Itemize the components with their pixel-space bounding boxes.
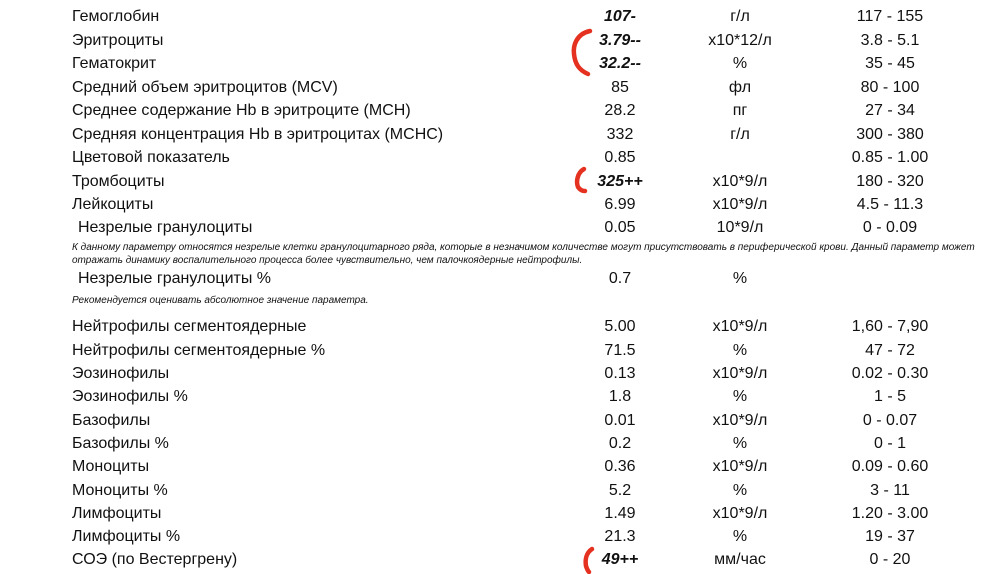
parameter-name: Моноциты [72, 458, 150, 475]
result-value-flagged: 49++ [601, 551, 639, 568]
result-value-flagged: 32.2-- [599, 55, 641, 72]
highlight-bracket-mark [572, 166, 588, 194]
unit: мм/час [714, 551, 766, 568]
parameter-name: Средняя концентрация Hb в эритроцитах (MCHC) [72, 126, 444, 143]
reference-range: 3.8 - 5.1 [860, 32, 920, 49]
parameter-name: Базофилы [72, 412, 151, 429]
result-value-flagged: 107- [603, 8, 637, 25]
unit: x10*9/л [712, 365, 768, 382]
parameter-name: Эозинофилы [72, 365, 170, 382]
reference-range: 0.85 - 1.00 [851, 149, 929, 166]
unit: x10*9/л [712, 412, 768, 429]
reference-range: 4.5 - 11.3 [856, 196, 924, 213]
parameter-name: Нейтрофилы сегментоядерные [72, 318, 307, 335]
result-row-hematocrit [0, 53, 1000, 75]
parameter-name: Моноциты % [72, 482, 168, 499]
reference-range: 0 - 20 [869, 551, 911, 568]
result-row-lymphocytes [0, 503, 1000, 525]
parameter-name: Средний объем эритроцитов (MCV) [72, 79, 338, 96]
unit: % [732, 55, 748, 72]
unit: фл [728, 79, 752, 96]
result-value: 5.2 [608, 482, 632, 499]
result-value: 71.5 [604, 342, 636, 359]
parameter-name: Эозинофилы % [72, 388, 188, 405]
result-row-platelets [0, 171, 1000, 193]
result-row-segmented-neutrophils [0, 316, 1000, 338]
parameter-name: Тромбоциты [72, 173, 165, 190]
parameter-name: Незрелые гранулоциты % [78, 270, 272, 287]
result-row-immature-granulocytes-pct [0, 268, 1000, 290]
reference-range: 0 - 1 [873, 435, 906, 452]
result-row-erythrocytes [0, 30, 1000, 52]
reference-range: 47 - 72 [865, 342, 915, 359]
immature-granulocytes-pct-note: Рекомендуется оценивать абсолютное значение параметра. [72, 295, 369, 306]
unit: % [732, 388, 748, 405]
result-value: 0.36 [604, 458, 636, 475]
result-value-flagged: 325++ [597, 173, 643, 190]
result-row-segmented-neutrophils-pct [0, 340, 1000, 362]
result-value: 0.05 [604, 219, 636, 236]
reference-range: 1,60 - 7,90 [851, 318, 929, 335]
result-row-immature-granulocytes [0, 217, 1000, 239]
result-value: 0.85 [604, 149, 636, 166]
parameter-name: Лимфоциты % [72, 528, 181, 545]
result-row-eosinophils [0, 363, 1000, 385]
unit: x10*12/л [708, 32, 772, 49]
parameter-name: СОЭ (по Вестергрену) [72, 551, 238, 568]
unit: x10*9/л [712, 196, 768, 213]
reference-range: 19 - 37 [865, 528, 915, 545]
reference-range: 35 - 45 [865, 55, 915, 72]
result-value: 21.3 [604, 528, 636, 545]
parameter-name: Эритроциты [72, 32, 164, 49]
reference-range: 0 - 0.09 [862, 219, 918, 236]
parameter-name: Лимфоциты [72, 505, 162, 522]
unit: % [732, 342, 748, 359]
reference-range: 1.20 - 3.00 [851, 505, 929, 522]
result-row-leukocytes [0, 194, 1000, 216]
unit: x10*9/л [712, 505, 768, 522]
result-value: 28.2 [604, 102, 636, 119]
result-row-monocytes [0, 456, 1000, 478]
unit: 10*9/л [716, 219, 764, 236]
result-value-flagged: 3.79-- [599, 32, 641, 49]
result-row-color-index [0, 147, 1000, 169]
unit: % [732, 528, 748, 545]
unit: пг [732, 102, 748, 119]
result-value: 0.13 [604, 365, 636, 382]
result-row-basophils-pct [0, 433, 1000, 455]
parameter-name: Базофилы % [72, 435, 169, 452]
result-row-esr [0, 549, 1000, 571]
reference-range: 27 - 34 [865, 102, 915, 119]
reference-range: 3 - 11 [870, 482, 910, 499]
result-value: 0.2 [608, 435, 632, 452]
parameter-name: Гематокрит [72, 55, 157, 72]
result-value: 0.7 [608, 270, 632, 287]
result-row-mcv [0, 77, 1000, 99]
immature-granulocytes-note: К данному параметру относятся незрелые клетки гранулоцитарного ряда, которые в незначимом количестве могут присутствовать в периферической крови. Данный параметр может отражать динамику воспалительного процесса более чувствительно, чем палочкоядерные нейтрофилы. [72, 242, 975, 266]
parameter-name: Среднее содержание Hb в эритроците (MCH) [72, 102, 411, 119]
unit: % [732, 270, 748, 287]
result-value: 6.99 [604, 196, 636, 213]
result-row-hemoglobin [0, 6, 1000, 28]
parameter-name: Цветовой показатель [72, 149, 230, 166]
unit: x10*9/л [712, 318, 768, 335]
unit: x10*9/л [712, 173, 768, 190]
unit: г/л [730, 126, 750, 143]
highlight-bracket-mark [580, 546, 596, 574]
result-value: 332 [606, 126, 634, 143]
highlight-bracket-mark [570, 28, 594, 78]
reference-range: 0.02 - 0.30 [851, 365, 929, 382]
result-row-monocytes-pct [0, 480, 1000, 502]
result-row-eosinophils-pct [0, 386, 1000, 408]
result-row-mchc [0, 124, 1000, 146]
result-row-lymphocytes-pct [0, 526, 1000, 548]
reference-range: 117 - 155 [856, 8, 924, 25]
result-value: 85 [611, 79, 629, 96]
parameter-name: Лейкоциты [72, 196, 154, 213]
parameter-name: Нейтрофилы сегментоядерные % [72, 342, 326, 359]
unit: г/л [730, 8, 750, 25]
reference-range: 80 - 100 [860, 79, 920, 96]
unit: % [732, 435, 748, 452]
result-value: 0.01 [604, 412, 636, 429]
reference-range: 180 - 320 [856, 173, 924, 190]
unit: x10*9/л [712, 458, 768, 475]
unit: % [732, 482, 748, 499]
reference-range: 1 - 5 [873, 388, 906, 405]
result-value: 1.8 [608, 388, 632, 405]
parameter-name: Незрелые гранулоциты [78, 219, 253, 236]
result-row-mch [0, 100, 1000, 122]
result-value: 1.49 [604, 505, 636, 522]
reference-range: 300 - 380 [856, 126, 924, 143]
reference-range: 0.09 - 0.60 [851, 458, 929, 475]
reference-range: 0 - 0.07 [862, 412, 918, 429]
result-value: 5.00 [604, 318, 636, 335]
result-row-basophils [0, 410, 1000, 432]
parameter-name: Гемоглобин [72, 8, 160, 25]
